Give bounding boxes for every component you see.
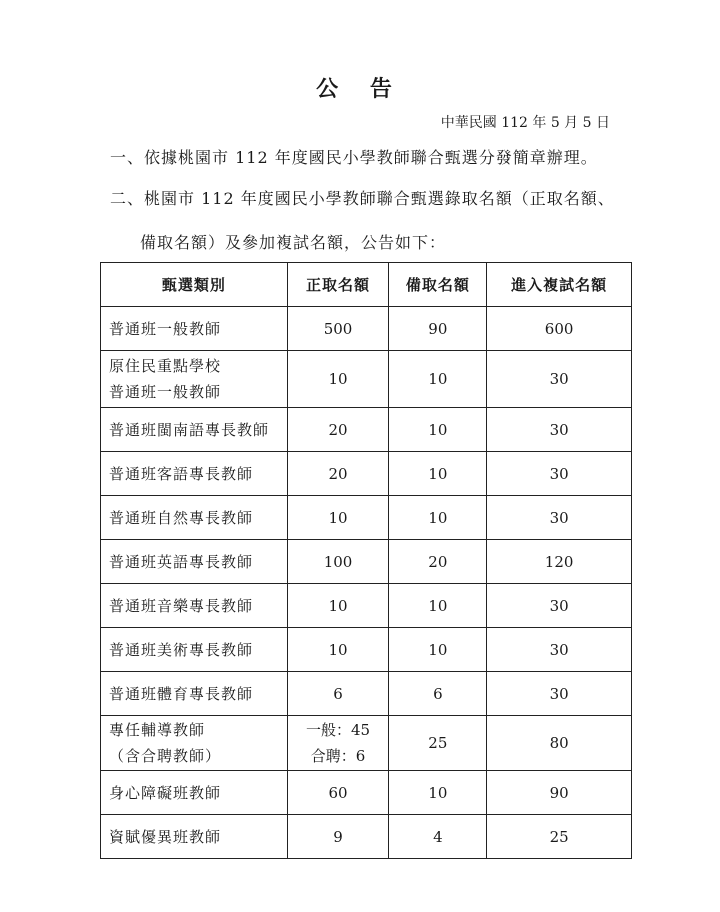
- cell-regular: 9: [287, 815, 389, 859]
- table-row: [101, 584, 632, 628]
- notice-date: 中華民國 112 年 5 月 5 日: [440, 115, 610, 131]
- header-regular: 正取名額: [287, 263, 389, 307]
- cell-backup: 25: [389, 716, 487, 771]
- cell-category: 普通班英語專長教師: [101, 540, 288, 584]
- cell-regular: 60: [287, 771, 389, 815]
- table-row: [101, 452, 632, 496]
- quota-table: [100, 262, 632, 859]
- cell-retest: 30: [487, 628, 632, 672]
- cell-category: 資賦優異班教師: [101, 815, 288, 859]
- cell-retest: 90: [487, 771, 632, 815]
- cell-backup: 6: [389, 672, 487, 716]
- category-line-2: （含合聘教師）: [109, 747, 222, 765]
- cell-backup: 20: [389, 540, 487, 584]
- cell-category: 普通班美術專長教師: [101, 628, 288, 672]
- table-row: [101, 540, 632, 584]
- cell-regular: 10: [287, 584, 389, 628]
- cell-retest: 30: [487, 408, 632, 452]
- cell-backup: 10: [389, 584, 487, 628]
- category-line-1: 專任輔導教師: [109, 721, 206, 739]
- table-row: [101, 408, 632, 452]
- cell-category: 普通班音樂專長教師: [101, 584, 288, 628]
- cell-backup: 10: [389, 452, 487, 496]
- cell-category: 普通班體育專長教師: [101, 672, 288, 716]
- cell-retest: 30: [487, 452, 632, 496]
- cell-retest: 80: [487, 716, 632, 771]
- cell-backup: 10: [389, 496, 487, 540]
- cell-retest: 120: [487, 540, 632, 584]
- regular-general: 一般：45: [306, 721, 371, 739]
- cell-backup: 10: [389, 351, 487, 408]
- cell-category: 普通班一般教師: [101, 307, 288, 351]
- cell-category: [101, 351, 288, 408]
- table-row: [101, 351, 632, 408]
- cell-regular: 500: [287, 307, 389, 351]
- cell-backup: 10: [389, 628, 487, 672]
- cell-retest: 30: [487, 351, 632, 408]
- cell-category: 普通班客語專長教師: [101, 452, 288, 496]
- cell-regular: 20: [287, 408, 389, 452]
- table-row: [101, 815, 632, 859]
- paragraph-1: 一、依據桃園市 112 年度國民小學教師聯合甄選分發簡章辦理。: [110, 148, 598, 167]
- regular-joint: 合聘：6: [310, 747, 366, 765]
- cell-regular: 20: [287, 452, 389, 496]
- category-line-2: 普通班一般教師: [109, 383, 222, 401]
- category-line-1: 原住民重點學校: [109, 357, 222, 375]
- notice-title: 公 告: [316, 77, 404, 102]
- table-row: [101, 771, 632, 815]
- cell-backup: 10: [389, 408, 487, 452]
- header-retest: 進入複試名額: [487, 263, 632, 307]
- cell-category: 普通班閩南語專長教師: [101, 408, 288, 452]
- table-row: [101, 672, 632, 716]
- cell-backup: 10: [389, 771, 487, 815]
- paragraph-2-continued: 備取名額）及參加複試名額，公告如下：: [140, 233, 447, 252]
- cell-backup: 90: [389, 307, 487, 351]
- cell-retest: 30: [487, 672, 632, 716]
- cell-regular: 10: [287, 496, 389, 540]
- table-header-row: [101, 263, 632, 307]
- cell-category: [101, 716, 288, 771]
- paragraph-2: 二、桃園市 112 年度國民小學教師聯合甄選錄取名額（正取名額、: [110, 189, 615, 208]
- cell-backup: 4: [389, 815, 487, 859]
- cell-regular: [287, 716, 389, 771]
- cell-retest: 30: [487, 496, 632, 540]
- header-category: 甄選類別: [101, 263, 288, 307]
- cell-regular: 10: [287, 351, 389, 408]
- cell-retest: 30: [487, 584, 632, 628]
- table-row: [101, 496, 632, 540]
- cell-regular: 100: [287, 540, 389, 584]
- cell-retest: 600: [487, 307, 632, 351]
- cell-retest: 25: [487, 815, 632, 859]
- table-row: [101, 628, 632, 672]
- cell-regular: 10: [287, 628, 389, 672]
- table-row: [101, 307, 632, 351]
- cell-category: 身心障礙班教師: [101, 771, 288, 815]
- cell-category: 普通班自然專長教師: [101, 496, 288, 540]
- cell-regular: 6: [287, 672, 389, 716]
- header-backup: 備取名額: [389, 263, 487, 307]
- table-row: [101, 716, 632, 771]
